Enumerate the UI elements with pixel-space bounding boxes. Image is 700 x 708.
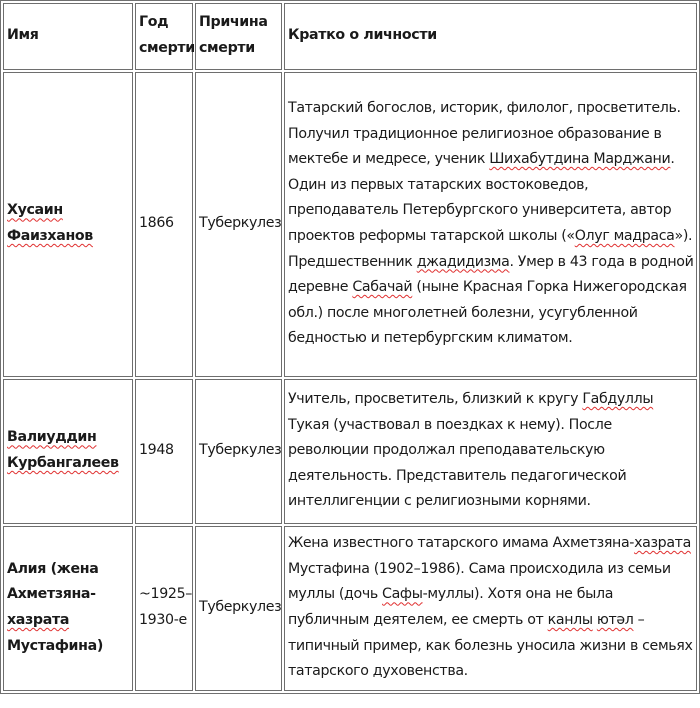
person-name-first: Хусаин xyxy=(7,202,63,219)
cause-cell: Туберкулез xyxy=(195,72,282,377)
table-row xyxy=(3,526,697,691)
summary-text-flagged: канлы xyxy=(547,612,593,628)
summary-text: Мустафина (1902–1986). Сама происходила из семьи муллы (дочь xyxy=(288,560,671,603)
person-name-last: Курбангалеев xyxy=(7,455,119,471)
summary-text-flagged: Сабачай xyxy=(352,279,413,296)
summary-text: Татарский богослов, историк, филолог, просветитель. Получил традиционное религиозное образование в мектебе и медресе, ученик xyxy=(288,100,681,168)
person-name-first: Валиуддин xyxy=(7,429,97,446)
summary-cell xyxy=(284,526,697,691)
person-name-line: Мустафина) xyxy=(7,637,103,654)
cause-cell: Туберкулез xyxy=(195,379,282,524)
summary-text-flagged: джадидизма xyxy=(416,253,510,270)
summary-text-flagged: Габдуллы xyxy=(582,391,654,408)
summary-text: Жена известного татарского имама Ахметзяна- xyxy=(288,535,635,552)
death-year-cell: 1866 xyxy=(135,72,193,377)
summary-text: Учитель, просветитель, близкий к кругу xyxy=(288,391,583,408)
person-name-line: хазрата xyxy=(7,612,70,628)
table-header-row xyxy=(3,3,697,70)
summary-text: . Один из первых татарских востоковедов, преподаватель Петербургского университета, автор проектов реформы татарской школы (« xyxy=(288,151,675,244)
summary-cell xyxy=(284,379,697,524)
table-row xyxy=(3,72,697,377)
summary-text-flagged: ютәл xyxy=(596,612,634,628)
cause-cell: Туберкулез xyxy=(195,526,282,691)
person-name-cell xyxy=(3,379,133,524)
death-year-line: 1930-е xyxy=(139,612,187,628)
death-year-cell xyxy=(135,526,193,691)
table-row xyxy=(3,379,697,524)
header-name: Имя xyxy=(3,3,133,70)
summary-cell xyxy=(284,72,697,377)
person-name-cell xyxy=(3,526,133,691)
summary-text-flagged: Олуг мадраса xyxy=(574,228,675,244)
summary-text-flagged: хазрата xyxy=(634,535,691,552)
person-name-last: Фаизханов xyxy=(7,228,93,244)
header-cause: Причина смерти xyxy=(195,3,282,70)
header-summary: Кратко о личности xyxy=(284,3,697,70)
summary-text-flagged: Шихабутдина Марджани xyxy=(489,151,671,168)
death-year-cell: 1948 xyxy=(135,379,193,524)
summary-text: (ныне Красная Горка Нижегородская обл.) после многолетней болезни, усугубленной бедностью и петербургским климатом. xyxy=(288,279,687,347)
summary-text: . Умер в 43 года в родной деревне xyxy=(288,253,694,296)
summary-text: – типичный пример, как болезнь уносила жизни в семьях татарского духовенства. xyxy=(288,612,693,680)
header-death-year: Год смерти xyxy=(135,3,193,70)
summary-text: »). Предшественник xyxy=(288,228,693,270)
summary-text: Тукая (участвовал в поездках к нему). После революции продолжал преподавательскую деятельность. Представитель педагогической интеллигенции с религиозными корнями. xyxy=(288,416,627,510)
person-name-cell xyxy=(3,72,133,377)
summary-text: -муллы). Хотя она не была публичным деятелем, ее смерть от xyxy=(288,586,614,628)
person-name-line: Алия (жена Ахметзяна- xyxy=(7,560,99,603)
summary-text-flagged: Сафы xyxy=(382,586,423,603)
death-year-line: ~1925– xyxy=(139,586,192,603)
